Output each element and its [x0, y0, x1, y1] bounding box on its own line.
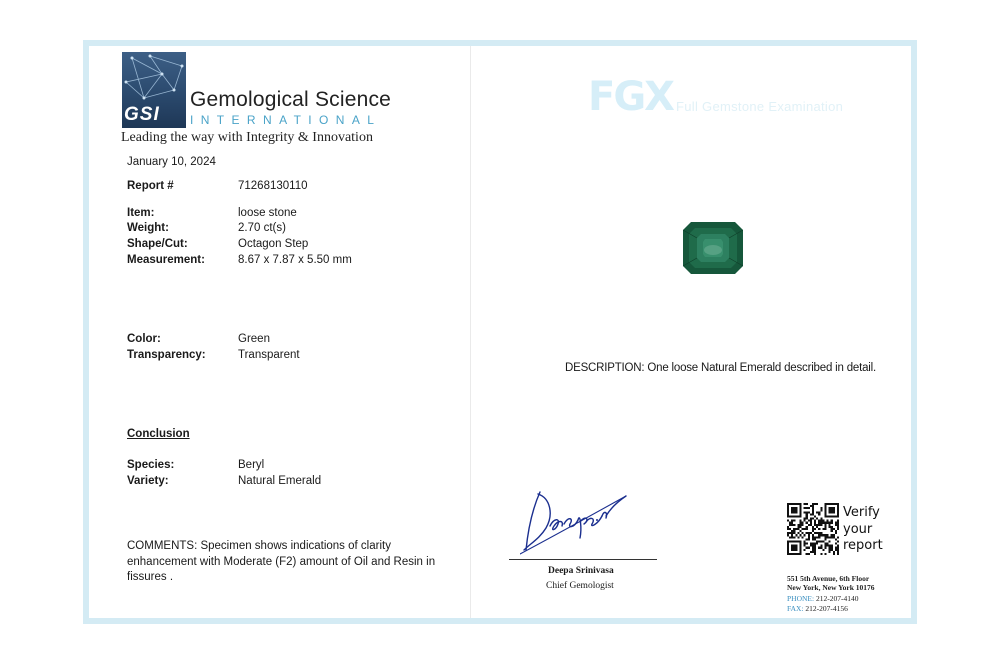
variety-value: Natural Emerald [238, 475, 322, 487]
measurement-label: Measurement: [127, 254, 205, 266]
address-line-2: New York, New York 10176 [787, 583, 875, 592]
phone-number: 212-207-4140 [815, 594, 859, 603]
fax-number: 212-207-4156 [805, 604, 848, 613]
signatory-name: Deepa Srinivasa [548, 566, 614, 576]
fax-line [787, 604, 848, 613]
item-label: Item: [127, 207, 155, 219]
variety-label: Variety: [127, 475, 169, 487]
verify-line-2: your [843, 521, 873, 537]
fax-label: FAX: [787, 604, 804, 613]
report-number-value: 71268130110 [238, 180, 308, 192]
address-line-1: 551 5th Avenue, 6th Floor [787, 574, 870, 583]
logo-mark-text: GSI [124, 104, 160, 125]
comments-text: COMMENTS: Specimen shows indications of clarity enhancement with Moderate (F2) amount of Oil and Resin in fissures . [127, 540, 436, 583]
fgx-watermark-subtitle: Full Gemstone Examination [676, 99, 844, 114]
transparency-value: Transparent [238, 349, 300, 361]
shape-cut-label: Shape/Cut: [127, 238, 188, 250]
phone-line [787, 594, 858, 603]
signature-line [509, 559, 657, 560]
conclusion-heading: Conclusion [127, 428, 190, 440]
brand-subtitle: INTERNATIONAL [190, 113, 382, 127]
stone-description: DESCRIPTION: One loose Natural Emerald described in detail. [565, 362, 876, 374]
shape-cut-value: Octagon Step [238, 238, 309, 250]
verify-report-text[interactable] [843, 505, 883, 555]
weight-label: Weight: [127, 222, 169, 234]
brand-name: Gemological Science [190, 88, 392, 111]
color-value: Green [238, 333, 270, 345]
transparency-label: Transparency: [127, 349, 206, 361]
verify-line-1: Verify [843, 505, 880, 520]
species-label: Species: [127, 459, 175, 471]
verify-qr-code[interactable] [787, 503, 839, 560]
brand-tagline: Leading the way with Integrity & Innovation [121, 130, 373, 145]
measurement-value: 8.67 x 7.87 x 5.50 mm [238, 254, 352, 266]
color-label: Color: [127, 333, 161, 345]
emerald-photo [683, 222, 743, 279]
center-fold-line [470, 46, 471, 618]
phone-label: PHONE: [787, 594, 815, 603]
report-number-label: Report # [127, 180, 174, 192]
item-value: loose stone [238, 207, 297, 219]
handwritten-signature [520, 488, 630, 563]
species-value: Beryl [238, 459, 265, 471]
weight-value: 2.70 ct(s) [238, 222, 286, 234]
signatory-title: Chief Gemologist [546, 581, 614, 591]
verify-line-3: report [843, 538, 883, 553]
report-date: January 10, 2024 [127, 156, 216, 168]
fgx-watermark: FGX [588, 74, 673, 120]
